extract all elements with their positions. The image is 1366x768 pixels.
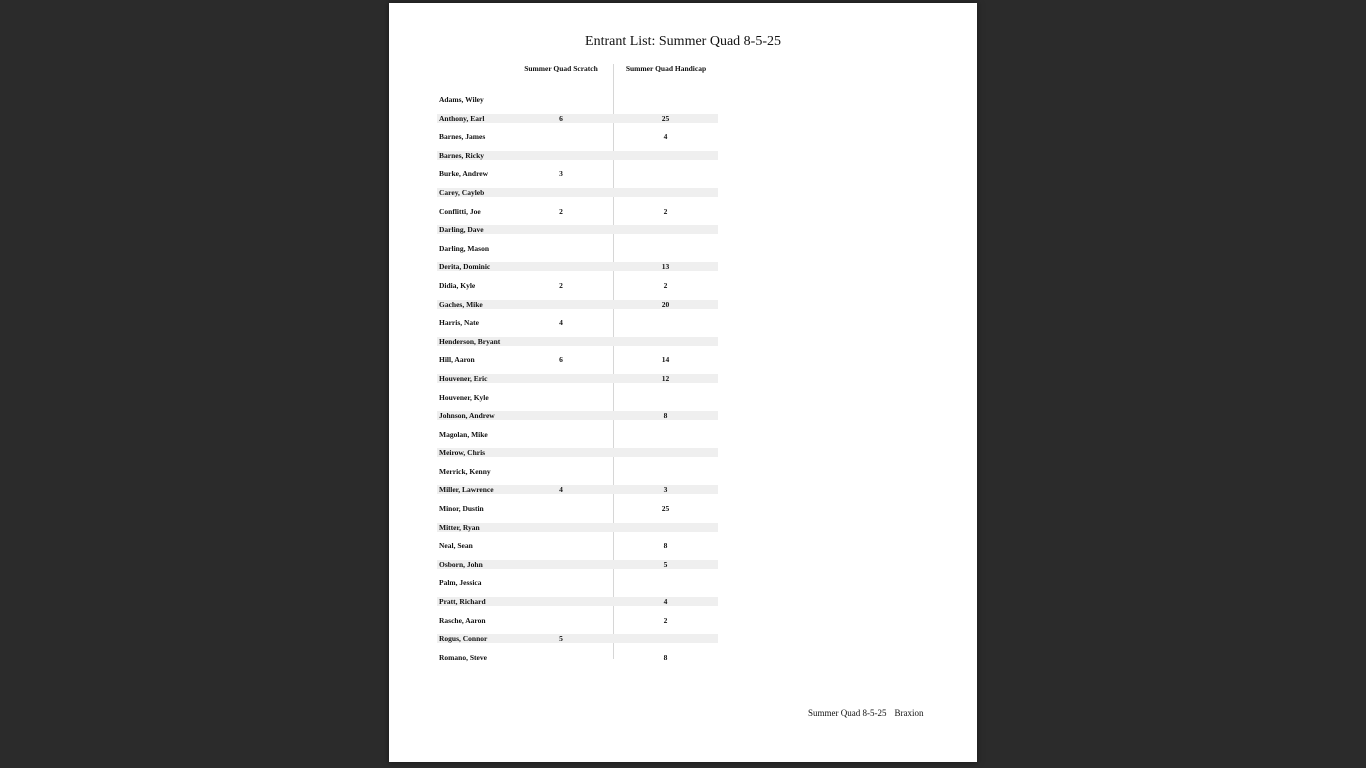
entrant-name: Gaches, Mike bbox=[439, 299, 483, 309]
handicap-entries: 3 bbox=[663, 485, 668, 495]
entrant-name: Magolan, Mike bbox=[439, 429, 488, 439]
table-row bbox=[437, 630, 718, 649]
handicap-entries: 14 bbox=[661, 355, 670, 365]
handicap-entries: 25 bbox=[661, 113, 670, 123]
table-row bbox=[437, 407, 718, 426]
entrant-name: Rasche, Aaron bbox=[439, 615, 486, 625]
entrant-name: Palm, Jessica bbox=[439, 578, 482, 588]
entrant-name: Didia, Kyle bbox=[439, 280, 476, 290]
table-row bbox=[437, 110, 718, 129]
entrant-name: Meirow, Chris bbox=[439, 448, 486, 458]
entrant-name: Burke, Andrew bbox=[439, 169, 489, 179]
handicap-entries: 25 bbox=[661, 504, 670, 514]
entrant-name: Minor, Dustin bbox=[439, 504, 484, 514]
entrant-name: Darling, Mason bbox=[439, 243, 490, 253]
handicap-entries: 2 bbox=[663, 280, 668, 290]
table-row bbox=[437, 444, 718, 463]
entrant-list bbox=[437, 91, 718, 667]
table-row bbox=[437, 277, 718, 296]
table-row bbox=[437, 593, 718, 612]
page-title bbox=[389, 34, 977, 50]
entrant-name: Houvener, Eric bbox=[439, 373, 488, 383]
handicap-entries: 4 bbox=[663, 597, 668, 607]
handicap-entries: 8 bbox=[663, 541, 668, 551]
document-page bbox=[389, 3, 977, 762]
page-title-text: Entrant List: Summer Quad 8-5-25 bbox=[585, 34, 781, 49]
entrant-name: Barnes, Ricky bbox=[439, 150, 484, 160]
entrant-name: Osborn, John bbox=[439, 559, 483, 569]
page-footer bbox=[808, 708, 924, 718]
scratch-entries: 3 bbox=[559, 169, 563, 179]
handicap-entries: 8 bbox=[663, 652, 668, 662]
table-row bbox=[437, 649, 718, 668]
table-row bbox=[437, 556, 718, 575]
entrant-name: Adams, Wiley bbox=[439, 95, 484, 104]
table-row bbox=[437, 91, 718, 110]
table-row bbox=[437, 500, 718, 519]
table-row bbox=[437, 296, 718, 315]
table-row bbox=[437, 351, 718, 370]
table-row bbox=[437, 128, 718, 147]
entrant-name: Neal, Sean bbox=[439, 541, 473, 551]
entrant-name: Romano, Steve bbox=[439, 652, 487, 662]
scratch-entries: 5 bbox=[559, 634, 563, 644]
entrant-name: Conflitti, Joe bbox=[439, 206, 481, 216]
footer-event: Summer Quad 8-5-25 bbox=[808, 708, 887, 718]
entrant-name: Derita, Dominic bbox=[439, 262, 491, 272]
entrant-name: Pratt, Richard bbox=[439, 597, 486, 607]
table-row bbox=[437, 574, 718, 593]
table-row bbox=[437, 519, 718, 538]
entrant-name: Rogus, Connor bbox=[439, 634, 488, 644]
table-row bbox=[437, 147, 718, 166]
table-row bbox=[437, 612, 718, 631]
table-row bbox=[437, 389, 718, 408]
entrant-name: Harris, Nate bbox=[439, 318, 479, 328]
handicap-entries: 2 bbox=[663, 206, 668, 216]
column-header-handicap: Summer Quad Handicap bbox=[625, 64, 707, 73]
table-row bbox=[437, 165, 718, 184]
handicap-entries: 13 bbox=[661, 262, 670, 272]
entrant-name: Barnes, James bbox=[439, 132, 486, 142]
table-row bbox=[437, 221, 718, 240]
table-row bbox=[437, 184, 718, 203]
entrant-name: Houvener, Kyle bbox=[439, 392, 489, 402]
table-row bbox=[437, 537, 718, 556]
table-row bbox=[437, 481, 718, 500]
entrant-name: Johnson, Andrew bbox=[439, 411, 495, 421]
table-row bbox=[437, 463, 718, 482]
entrant-name: Merrick, Kenny bbox=[439, 466, 491, 476]
entrant-name: Hill, Aaron bbox=[439, 355, 475, 365]
table-row bbox=[437, 240, 718, 259]
handicap-entries: 20 bbox=[661, 299, 670, 309]
table-row bbox=[437, 314, 718, 333]
scratch-entries: 2 bbox=[559, 206, 563, 216]
entrant-name: Darling, Dave bbox=[439, 225, 484, 235]
scratch-entries: 6 bbox=[559, 355, 563, 365]
footer-center: Braxion bbox=[894, 708, 924, 718]
handicap-entries: 5 bbox=[663, 559, 668, 569]
table-row bbox=[437, 333, 718, 352]
scratch-entries: 4 bbox=[559, 318, 563, 328]
scratch-entries: 6 bbox=[559, 113, 563, 123]
entrant-name: Mitter, Ryan bbox=[439, 522, 480, 532]
table-row bbox=[437, 370, 718, 389]
column-header-scratch: Summer Quad Scratch bbox=[524, 64, 598, 73]
scratch-entries: 4 bbox=[559, 485, 563, 495]
table-row bbox=[437, 258, 718, 277]
scratch-entries: 2 bbox=[559, 280, 563, 290]
handicap-entries: 4 bbox=[663, 132, 668, 142]
handicap-entries: 2 bbox=[663, 615, 668, 625]
entrant-name: Miller, Lawrence bbox=[439, 485, 494, 495]
handicap-entries: 8 bbox=[663, 411, 668, 421]
entrant-name: Anthony, Earl bbox=[439, 113, 485, 123]
entrant-name: Henderson, Bryant bbox=[439, 336, 501, 346]
table-row bbox=[437, 426, 718, 445]
table-row bbox=[437, 203, 718, 222]
entrant-name: Carey, Cayleb bbox=[439, 187, 485, 197]
handicap-entries: 12 bbox=[661, 373, 670, 383]
